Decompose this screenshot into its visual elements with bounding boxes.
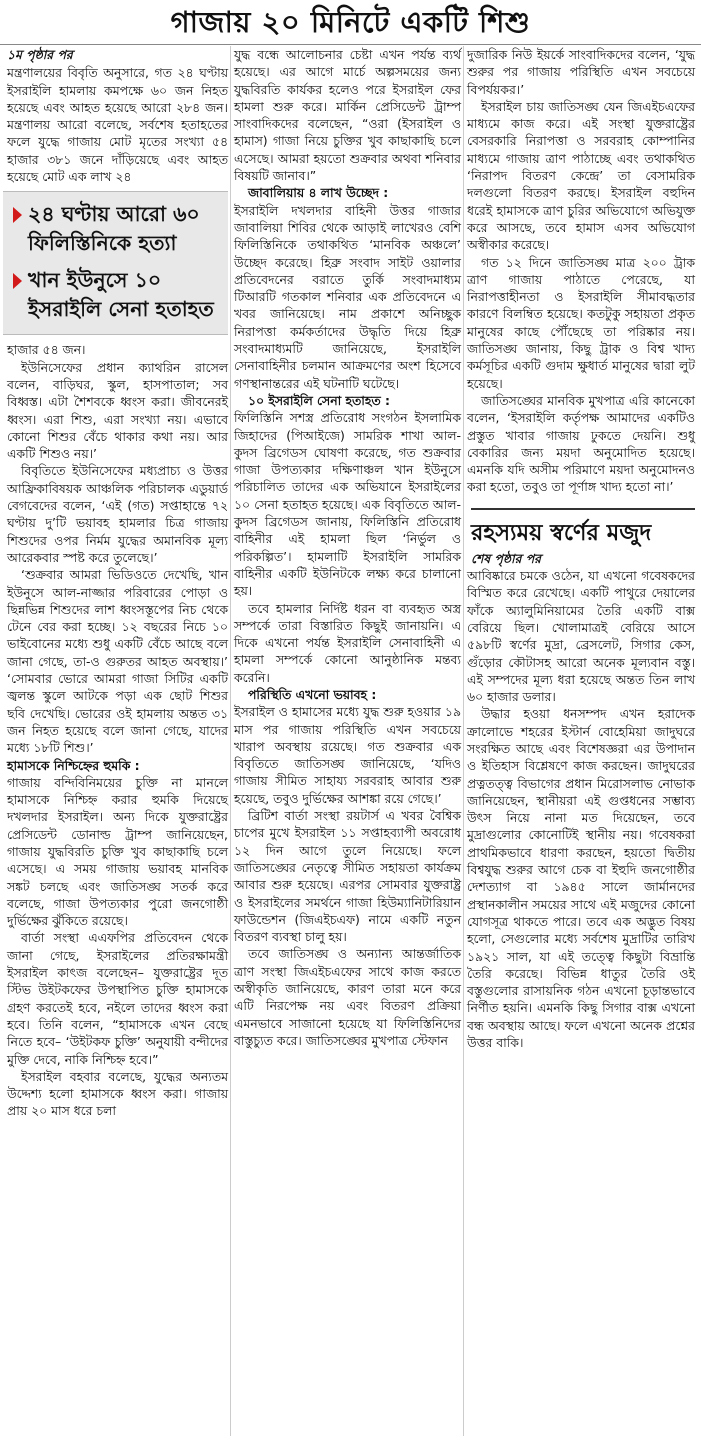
paragraph: জাতিসঙ্ঘের মানবিক মুখপাত্র এরি কানেকো বলেন, ‘ইসরাইলি কর্তৃপক্ষ আমাদের একটিও প্রস্তুত খাবার গাজায় ঢুকতে দেয়নি। শুধু বেকারির জন্য ময়দা অনুমোদিত হয়েছে। এমনকি যদি অসীম পরিমাণে ময়দা অনুমোদনও করা হতো, তবুও তা পূর্ণাঙ্গ খাদ্য হতো না।’ (467, 392, 695, 495)
column-divider (463, 46, 464, 1436)
column-3 (467, 46, 695, 1051)
pull-quote-item (13, 266, 222, 324)
paragraph: দুজারিক নিউ ইয়র্কে সাংবাদিকদের বলেন, ‘যুদ্ধ শুরুর পর গাজায় পরিস্থিতি এখন সবচেয়ে বিপর্যয়কর।’ (467, 47, 695, 97)
paragraph: বিবৃতিতে ইউনিসেফের মধ্যপ্রাচ্য ও উত্তর আফ্রিকাবিষয়ক আঞ্চলিক পরিচালক এডুয়ার্ড বেগবেদের বলেন, ‘এই (গত) সপ্তাহান্তে ৭২ ঘণ্টায় দু’টি ভয়াবহ হামলার চিত্র গাজায় শিশুদের ওপর নির্মম যুদ্ধের অমানবিক মূল্য আরেকবার স্পষ্ট করে তুলেছে।’ (7, 463, 228, 565)
pull-quote-text: খান ইউনুসে ১০ ইসরাইলি সেনা হতাহত (28, 268, 214, 322)
paragraph: তবে হামলার নির্দিষ্ট ধরন বা ব্যবহৃত অস্ত্র সম্পর্কে তারা বিস্তারিত কিছুই জানায়নি। এ দিকে এখনো পর্যন্ত ইসরাইলি সেনাবাহিনী এ হামলা সম্পর্কে কোনো আনুষ্ঠানিক মন্তব্য করেনি। (234, 600, 461, 685)
paragraph: মন্ত্রণালয়ের বিবৃতি অনুসারে, গত ২৪ ঘণ্টায় ইসরাইলি হামলায় কমপক্ষে ৬০ জন নিহত হয়েছে এবং আহত হয়েছে আরো ২৮৪ জন। মন্ত্রণালয় আরো বলেছে, সর্বশেষ হতাহতের ফলে যুদ্ধে গাজায় মোট মৃতের সংখ্যা ৫৪ হাজার ৩৮১ জনে দাঁড়িয়েছে এবং আহত হয়েছে মোট এক লাখ ২৪ (7, 65, 228, 185)
subheading: হামাসকে নিশ্চিহ্নের হুমকি : (7, 757, 140, 773)
headline: গাজায় ২০ মিনিটে একটি শিশু (170, 5, 531, 39)
paragraph: ফিলিস্তিনি সশস্ত্র প্রতিরোধ সংগঠন ইসলামিক জিহাদের (পিআইজে) সামরিক শাখা আল-কুদস ব্রিগেডস ঘোষণা করেছে, গত শুক্রবার গাজা উপত্যকার দক্ষিণাঞ্চল খান ইউনুসে পরিচালিত তাদের এক অভিযানে ইসরাইলের ১০ সেনা হতাহত হয়েছে। এক বিবৃতিতে আল-কুদস ব্রিগেডস জানায়, ফিলিস্তিনি প্রতিরোধ বাহিনীর এই হামলা ছিল ‘নির্ভুল ও পরিকল্পিত’। হামলাটি ইসরাইলি সামরিক বাহিনীর একটি ইউনিটকে লক্ষ্য করে চালানো হয়। (234, 410, 461, 599)
headline-rule (0, 44, 701, 45)
paragraph: ইসরাইল বহবার বলেছে, যুদ্ধের অন্যতম উদ্দেশ্য হলো হামাসকে ধ্বংস করা। গাজায় প্রায় ২০ মাস ধরে চলা (7, 1068, 228, 1119)
triangle-bullet-icon (13, 273, 22, 289)
paragraph: ইসরাইল ও হামাসের মধ্যে যুদ্ধ শুরু হওয়ার ১৯ মাস পর গাজায় পরিস্থিতি এখন সবচেয়ে খারাপ অবস্থায় রয়েছে। গত শুক্রবার এক বিবৃতিতে জাতিসঙ্ঘ জানিয়েছে, ‘যদিও গাজায় সীমিত সাহায্য সরবরাহ আবার শুরু হয়েছে, তবুও দুর্ভিক্ষের আশঙ্কা রয়ে গেছে।’ (234, 704, 461, 806)
side-story-title: রহস্যময় স্বর্ণের মজুদ (471, 508, 695, 550)
subheading: ১০ ইসরাইলি সেনা হতাহত : (248, 392, 390, 408)
paragraph: গত ১২ দিনে জাতিসঙ্ঘ মাত্র ২০০ ট্রাক ত্রাণ গাজায় পাঠাতে পেরেছে, যা নিরাপত্তাহীনতা ও ইসরাইলি সীমাবদ্ধতার কারণে বিলম্বিত হয়েছে। কতটুকু সহায়তা প্রকৃত মানুষের কাছে পৌঁছেছে তা পরিষ্কার নয়। জাতিসঙ্ঘ জানায়, কিছু ট্রাক ও বিশ্ব খাদ্য কর্মসূচির একটি গুদাম ক্ষুধার্ত মানুষের দ্বারা লুট হয়েছে। (467, 254, 695, 391)
pull-quote-item (13, 200, 222, 258)
paragraph: ব্রিটিশ বার্তা সংস্থা রয়টার্স এ খবর বৈশ্বিক চাপের মুখে ইসরাইল ১১ সপ্তাহব্যাপী অবরোধ ১২ দিন আগে তুলে নিয়েছে। ফলে জাতিসঙ্ঘের নেতৃত্বে সীমিত সহায়তা কার্যক্রম আবার শুরু হয়েছে। এরপর সোমবার যুক্তরাষ্ট্র ও ইসরাইলের সমর্থনে গাজা হিউম্যানিটারিয়ান ফাউন্ডেশন (জিএইচএফ) নামে একটি নতুন বিতরণ ব্যবস্থা চালু হয়। (234, 808, 461, 945)
subheading: জাবালিয়ায় ৪ লাখ উচ্ছেদ : (248, 185, 389, 201)
paragraph: ইসরাইলি দখলদার বাহিনী উত্তর গাজার জাবালিয়া শিবির থেকে আড়াই লাখেরও বেশি ফিলিস্তিনিকে তথাকথিত ‘মানবিক অঞ্চলে’ উচ্ছেদ করেছে। হিব্রু সংবাদ সাইট ওয়ালার প্রতিবেদনের বরাতে তুর্কি সংবাদমাধ্যম টিআরটি গতকাল শনিবার এক প্রতিবেদনে এ খবর জানিয়েছে। নাম প্রকাশে অনিচ্ছুক নিরাপত্তা কর্মকর্তাদের উদ্ধৃতি দিয়ে হিব্রু সংবাদমাধ্যমটি জানিয়েছে, ইসরাইলি সেনাবাহিনীর চলমান আক্রমণের অংশ হিসেবে গণস্থানান্তরের এই ঘটনাটি ঘটেছে। (234, 202, 461, 391)
continued-from-label: ১ম পৃষ্ঠার পর (7, 47, 73, 62)
pull-quote-text: ২৪ ঘণ্টায় আরো ৬০ ফিলিস্তিনিকে হত্যা (28, 202, 200, 256)
paragraph: আবিষ্কারে চমকে ওঠেন, যা এখনো গবেষকদের বিস্মিত করে রেখেছে। একটি পাথুরে দেয়ালের ফাঁকে অ্যালুমিনিয়ামের তৈরি একটি বাক্স বেরিয়ে ছিল। খোলামাত্রই বেরিয়ে আসে ৫৯৮টি স্বর্ণের মুদ্রা, ব্রেসলেট, সিগার কেস, গুঁড়োর কৌটাসহ আরো অনেক মূল্যবান বস্তু। এই সম্পদের মূল্য ধরা হয়েছে অন্তত তিন লাখ ৬০ হাজার ডলার। (467, 568, 695, 705)
paragraph: গাজায় বন্দিবিনিময়ের চুক্তি না মানলে হামাসকে নিশ্চিহ্ন করার হুমকি দিয়েছে দখলদার ইসরাইল। অন্য দিকে যুক্তরাষ্ট্রের প্রেসিডেন্ট ডোনাল্ড ট্রাম্প জানিয়েছেন, গাজায় যুদ্ধবিরতি চুক্তি খুব কাছাকাছি চলে এসেছে। এ সময় গাজায় ভয়াবহ মানবিক সঙ্কট চলছে এবং জাতিসঙ্ঘ সতর্ক করে বলেছে, গাজা উপত্যকার পুরো জনগোষ্ঠী দুর্ভিক্ষের ঝুঁকিতে রয়েছে। (7, 774, 228, 929)
continued-from-label: শেষ পৃষ্ঠার পর (471, 550, 541, 566)
paragraph: হাজার ৫৪ জন। (7, 342, 86, 358)
triangle-bullet-icon (13, 207, 22, 223)
column-1 (7, 46, 228, 1120)
paragraph: তবে জাতিসঙ্ঘ ও অন্যান্য আন্তর্জাতিক ত্রাণ সংস্থা জিএইচএফের সাথে কাজ করতে অস্বীকৃতি জানিয়েছে, কারণ তারা মনে করে এটি নিরপেক্ষ নয় এবং বিতরণ প্রক্রিয়া এমনভাবে সাজানো হয়েছে যা ফিলিস্তিনিদের বাস্তুচ্যুত করে। জাতিসঙ্ঘের মুখপাত্র স্টেফান (234, 946, 461, 1048)
column-divider (230, 46, 231, 1436)
paragraph: ‘শুক্রবার আমরা ভিডিওতে দেখেছি, খান ইউনুসে আল-নাজ্জার পরিবারের পোড়া ও ছিন্নভিন্ন শিশুদের লাশ ধ্বংসস্তূপের নিচ থেকে টেনে বের করা হচ্ছে। ১২ বছরের নিচে ১০ ভাইবোনের মধ্যে শুধু একটি বেঁচে আছে বলে জানা গেছে, তা-ও গুরুতর আহত অবস্থায়।’ ‘সোমবার ভোরে আমরা গাজা সিটির একটি জ্বলন্ত স্কুলে আটকে পড়া এক ছোট শিশুর ছবি দেখেছি। ভোরের ওই হামলায় অন্তত ৩১ জন নিহত হয়েছে বলে জানা গেছে, যাদের মধ্যে ১৮টি শিশু।’ (7, 567, 228, 756)
paragraph: ইউনিসেফের প্রধান ক্যাথরিন রাসেল বলেন, বাড়িঘর, স্কুল, হাসপাতাল; সব বিধ্বস্ত। এটা শৈশবকে ধ্বংস করা। জীবনেরই ধ্বংস। এরা শিশু, এরা সংখ্যা নয়। এভাবে কোনো শিশুর বেঁচে থাকার কথা নয়। আর একটি শিশুও নয়।’ (7, 359, 228, 462)
paragraph: উদ্ধার হওয়া ধনসম্পদ এখন হরাদেক ক্রালোভে শহরের ইস্টার্ন বোহেমিয়া জাদুঘরে সংরক্ষিত আছে এবং বিশেষজ্ঞরা এর উপাদান ও ইতিহাস বিশ্লেষণে কাজ করছেন। জাদুঘরের প্রত্নতত্ত্ব বিভাগের প্রধান মিরোসলাভ নোভাক জানিয়েছেন, স্থানীয়রা এই গুপ্তধনের সম্ভাব্য উৎস নিয়ে নানা মত দিয়েছেন, তবে মুদ্রাগুলোর কোনোটিই স্থানীয় নয়। গবেষকরা প্রাথমিকভাবে ধারণা করছেন, হয়তো দ্বিতীয় বিশ্বযুদ্ধ শুরুর আগে চেক বা ইহুদি জনগোষ্ঠীর দেশত্যাগ বা ১৯৪৫ সালে জার্মানদের প্রস্থানকালীন সময়ের সাথে এই মজুদের কোনো যোগসূত্র থাকতে পারে। তবে এক অদ্ভুত বিষয় হলো, সেগুলোর মধ্যে সর্বশেষ মুদ্রাটির তারিখ ১৯২১ সাল, যা এই তত্ত্বে কিছুটা বিভ্রান্তি তৈরি করেছে। বিভিন্ন ধাতুর তৈরি ওই বস্তুগুলোর রাসায়নিক গঠন এখনো চূড়ান্তভাবে নির্ণীত হয়নি। এমনকি কিছু সিগার বাক্স এখনো বন্ধ অবস্থায় আছে। ফলে এখনো অনেক প্রশ্নের উত্তর বাকি। (467, 706, 695, 1051)
paragraph: বার্তা সংস্থা এএফপির প্রতিবেদন থেকে জানা গেছে, ইসরাইলের প্রতিরক্ষামন্ত্রী ইসরাইল কাৎজ বলেছেন– যুক্তরাষ্ট্রের দূত স্টিভ উইটকফের উপস্থাপিত চুক্তি হামাসকে গ্রহণ করতেই হবে, নইলে তাদের ধ্বংস করা হবে। তিনি বলেন, “হামাসকে এখন বেছে নিতে হবে– ‘উইটকফ চুক্তি’ অনুযায়ী বন্দীদের মুক্তি দেবে, নাকি নিশ্চিহ্ন হবে।” (7, 930, 228, 1067)
pull-quote-box (3, 191, 228, 335)
column-2 (234, 46, 461, 1049)
subheading: পরিস্থিতি এখনো ভয়াবহ : (248, 686, 377, 702)
paragraph: ইসরাইল চায় জাতিসঙ্ঘ যেন জিএইচএফের মাধ্যমে কাজ করে। এই সংস্থা যুক্তরাষ্ট্রের বেসরকারি নিরাপত্তা ও সরবরাহ কোম্পানির মাধ্যমে গাজায় ত্রাণ পাঠাচ্ছে এবং তথাকথিত ‘নিরাপদ বিতরণ কেন্দ্রে’ তা বেসামরিক দলগুলো বিতরণ করছে। ইসরাইল বহুদিন ধরেই হামাসকে ত্রাণ চুরির অভিযোগে অভিযুক্ত করে আসছে, তবে হামাস এসব অভিযোগ অস্বীকার করেছে। (467, 98, 695, 253)
paragraph: যুদ্ধ বন্ধে আলোচনার চেষ্টা এখন পর্যন্ত ব্যর্থ হয়েছে। এর আগে মার্চে অল্পসময়ের জন্য যুদ্ধবিরতি কার্যকর হলেও পরে ইসরাইল ফের হামলা শুরু করে। মার্কিন প্রেসিডেন্ট ট্রাম্প সাংবাদিকদের বলেছেন, “ওরা (ইসরাইল ও হামাস) গাজা নিয়ে চুক্তির খুব কাছাকাছি চলে এসেছে। আমরা হয়তো শুক্রবার অথবা শনিবার বিষয়টি জানাব।” (234, 47, 461, 184)
